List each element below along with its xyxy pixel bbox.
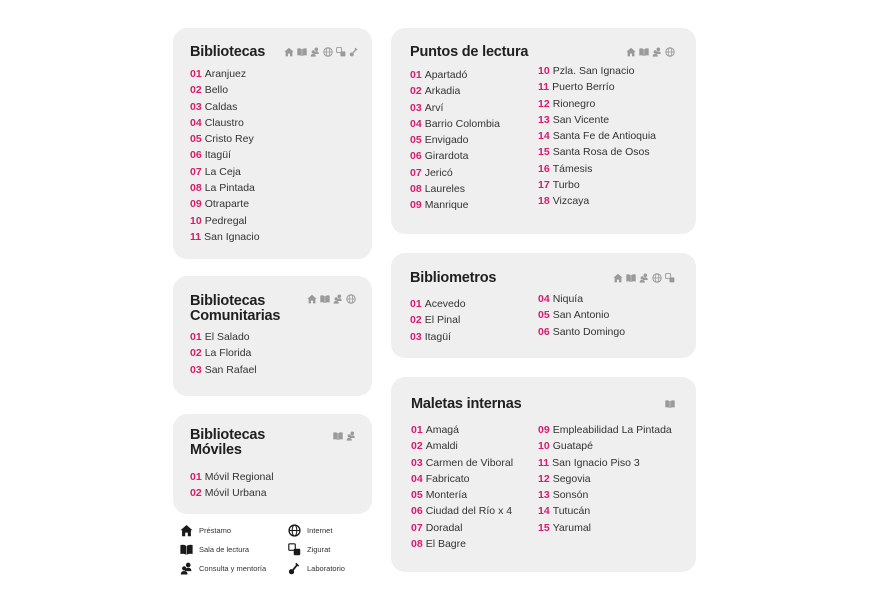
card-title-line1: Bibliotecas [190,293,266,309]
list-item [410,83,500,99]
item-number: 03 [190,363,202,376]
item-number: 06 [411,505,423,518]
item-number: 01 [410,298,422,310]
card-title [190,428,265,458]
item-number: 05 [538,309,550,322]
book-icon [333,431,343,441]
house-icon [284,47,294,57]
item-number: 06 [190,149,202,162]
card-title-line2: Comunitarias [190,308,281,324]
item-name: La Pintada [204,182,255,195]
item-name: Carmen de Viboral [425,456,514,469]
item-number: 02 [190,84,202,97]
item-name: Móvil Regional [204,471,274,483]
service-icons [284,47,359,57]
item-number: 17 [538,179,550,192]
library-list-col1 [410,296,466,345]
card-title-line2: Móviles [190,442,242,458]
list-item [411,422,513,438]
list-item [538,193,656,209]
flask-icon [349,47,359,57]
legend-item [288,543,330,556]
item-number: 07 [410,166,422,179]
item-number: 18 [538,195,550,208]
item-number: 05 [410,134,422,147]
item-number: 15 [538,146,550,159]
item-name: Puerto Berrío [552,81,615,94]
legend-item [180,543,249,556]
list-item [538,128,656,144]
list-item [410,329,466,345]
list-item [538,487,672,503]
list-item [410,116,500,132]
people-icon [310,47,320,57]
library-list-col1 [410,67,500,214]
zigurat-icon [665,273,675,283]
list-item [538,291,625,307]
list-item [538,96,656,112]
service-icons [307,294,356,304]
list-item [410,67,500,83]
item-number: 10 [538,440,550,453]
item-number: 16 [538,162,550,175]
item-name: Santo Domingo [552,325,626,338]
legend-item [180,562,266,575]
library-list-col2 [538,422,672,536]
item-number: 01 [411,424,423,436]
list-item [410,197,500,213]
item-number: 13 [538,489,550,502]
item-number: 02 [190,347,202,360]
list-item [190,147,260,163]
item-number: 02 [190,487,202,500]
card-bibliotecas [173,28,372,259]
book-icon [639,47,649,57]
list-item [538,422,672,438]
item-name: Santa Rosa de Osos [552,146,650,159]
list-item [190,115,260,131]
item-number: 02 [410,314,422,327]
item-number: 04 [190,116,202,129]
item-name: Arkadia [424,85,461,98]
list-item [190,362,257,378]
item-number: 09 [190,198,202,211]
book-icon [665,399,675,409]
item-number: 03 [410,101,422,114]
item-number: 03 [190,100,202,113]
item-name: Girardota [424,150,469,163]
globe-icon [288,524,301,537]
item-name: Cristo Rey [204,133,254,146]
legend-label: Sala de lectura [199,545,250,554]
item-number: 06 [538,325,550,338]
item-number: 01 [190,471,202,483]
list-item [538,144,656,160]
item-number: 04 [538,293,550,305]
list-item [410,312,466,328]
item-number: 12 [538,97,550,110]
list-item [410,132,500,148]
list-item [410,181,500,197]
globe-icon [323,47,333,57]
list-item [190,229,260,245]
item-name: Segovia [552,472,591,485]
legend-item [288,562,345,575]
item-name: Envigado [424,134,469,147]
list-item [190,99,260,115]
item-name: Pzla. San Ignacio [552,65,635,77]
card-title-line1: Bibliotecas [190,427,266,443]
item-number: 05 [411,489,423,502]
list-item [410,296,466,312]
item-name: Sonsón [552,489,589,502]
item-name: Caldas [204,100,238,113]
item-number: 03 [410,330,422,343]
legend-label: Internet [307,526,333,535]
item-name: Vizcaya [552,195,590,208]
item-name: San Ignacio [204,230,260,243]
people-icon [639,273,649,283]
item-name: Turbo [552,179,580,192]
item-name: Pedregal [204,214,247,227]
house-icon [626,47,636,57]
item-number: 14 [538,130,550,143]
item-number: 11 [190,230,202,243]
list-item [190,345,257,361]
item-name: Claustro [204,116,244,129]
legend-item [180,524,231,537]
list-item [190,164,260,180]
item-name: Barrio Colombia [424,117,500,130]
list-item [190,469,274,485]
card-bibliometros [391,253,696,358]
item-number: 03 [411,456,423,469]
item-number: 11 [538,81,550,94]
list-item [190,82,260,98]
people-icon [346,431,356,441]
house-icon [613,273,623,283]
list-item [410,100,500,116]
legend-label: Consulta y mentoría [199,564,267,573]
item-name: Aranjuez [204,68,247,80]
list-item [411,536,513,552]
item-number: 08 [190,182,202,195]
item-name: Montería [425,489,468,502]
item-number: 07 [411,521,423,534]
item-number: 11 [538,456,550,469]
card-bibliotecas-moviles [173,414,372,514]
item-name: El Pinal [424,314,461,327]
item-number: 08 [410,183,422,196]
item-name: Santa Fe de Antioquia [552,130,657,143]
book-icon [626,273,636,283]
item-number: 02 [410,85,422,98]
item-name: Móvil Urbana [204,487,267,500]
item-number: 09 [410,199,422,212]
item-number: 02 [411,440,423,453]
card-title [190,294,280,324]
item-name: Bello [204,84,229,97]
item-name: San Ignacio Piso 3 [552,456,640,469]
library-list [190,66,260,245]
people-icon [333,294,343,304]
globe-icon [346,294,356,304]
item-name: Jericó [424,166,453,179]
item-name: Apartadó [424,69,468,81]
item-name: Empleabilidad La Pintada [552,424,672,436]
list-item [411,503,513,519]
list-item [538,455,672,471]
list-item [411,471,513,487]
item-number: 04 [411,472,423,485]
item-name: Acevedo [424,298,466,310]
list-item [190,329,257,345]
house-icon [307,294,317,304]
globe-icon [652,273,662,283]
item-name: Yarumal [552,521,592,534]
item-name: Fabricato [425,472,470,485]
library-list [190,469,274,502]
item-name: San Rafael [204,363,257,376]
zigurat-icon [288,543,301,556]
book-icon [320,294,330,304]
service-icons [626,47,675,57]
list-item [538,177,656,193]
item-number: 10 [538,65,550,77]
library-list [190,329,257,378]
list-item [538,112,656,128]
item-name: Tutucán [552,505,591,518]
list-item [538,307,625,323]
list-item [538,324,625,340]
house-icon [180,524,193,537]
item-number: 06 [410,150,422,163]
item-name: Arví [424,101,444,114]
item-name: La Florida [204,347,252,360]
list-item [190,66,260,82]
zigurat-icon [336,47,346,57]
item-number: 05 [190,133,202,146]
library-list-col1 [411,422,513,552]
item-name: Otraparte [204,198,250,211]
item-number: 15 [538,521,550,534]
list-item [538,161,656,177]
list-item [538,438,672,454]
list-item [538,79,656,95]
item-name: Ciudad del Río x 4 [425,505,513,518]
list-item [190,213,260,229]
legend [180,524,370,584]
library-list-col2 [538,291,625,340]
item-name: El Bagre [425,538,466,551]
item-number: 08 [411,538,423,551]
item-name: Niquía [552,293,584,305]
item-number: 01 [190,331,202,343]
item-name: San Vicente [552,113,610,126]
item-name: San Antonio [552,309,610,322]
legend-item [288,524,332,537]
legend-label: Laboratorio [307,564,345,573]
list-item [538,503,672,519]
list-item [538,63,656,79]
service-icons [333,431,356,441]
list-item [411,487,513,503]
item-number: 13 [538,113,550,126]
item-name: La Ceja [204,165,241,178]
item-number: 04 [410,117,422,130]
legend-label: Zigurat [307,545,331,554]
globe-icon [665,47,675,57]
card-title: Maletas internas [411,396,522,412]
item-name: Laureles [424,183,465,196]
list-item [411,520,513,536]
list-item [190,485,274,501]
card-title: Bibliotecas [190,44,266,60]
list-item [190,180,260,196]
card-maletas-internas [391,377,696,572]
list-item [190,196,260,212]
library-list-col2 [538,63,656,210]
item-number: 01 [190,68,202,80]
item-name: Guatapé [552,440,593,453]
item-number: 12 [538,472,550,485]
item-name: Amaldi [425,440,458,453]
item-number: 01 [410,69,422,81]
item-number: 07 [190,165,202,178]
item-name: El Salado [204,331,250,343]
item-name: Manrique [424,199,469,212]
item-number: 10 [190,214,202,227]
legend-label: Préstamo [199,526,232,535]
card-puntos-de-lectura [391,28,696,234]
service-icons [613,273,675,283]
service-icons [665,399,675,409]
people-icon [180,562,193,575]
list-item [411,455,513,471]
item-name: Itagüí [204,149,231,162]
list-item [538,471,672,487]
list-item [410,148,500,164]
list-item [411,438,513,454]
book-icon [297,47,307,57]
item-name: Rionegro [552,97,596,110]
item-name: Doradal [425,521,463,534]
item-number: 14 [538,505,550,518]
flask-icon [288,562,301,575]
card-bibliotecas-comunitarias [173,276,372,396]
card-title: Bibliometros [410,270,497,286]
item-name: Itagüí [424,330,451,343]
list-item [190,131,260,147]
book-icon [180,543,193,556]
people-icon [652,47,662,57]
list-item [410,165,500,181]
list-item [538,520,672,536]
item-number: 09 [538,424,550,436]
card-title: Puntos de lectura [410,44,529,60]
item-name: Amagá [425,424,459,436]
item-name: Támesis [552,162,593,175]
